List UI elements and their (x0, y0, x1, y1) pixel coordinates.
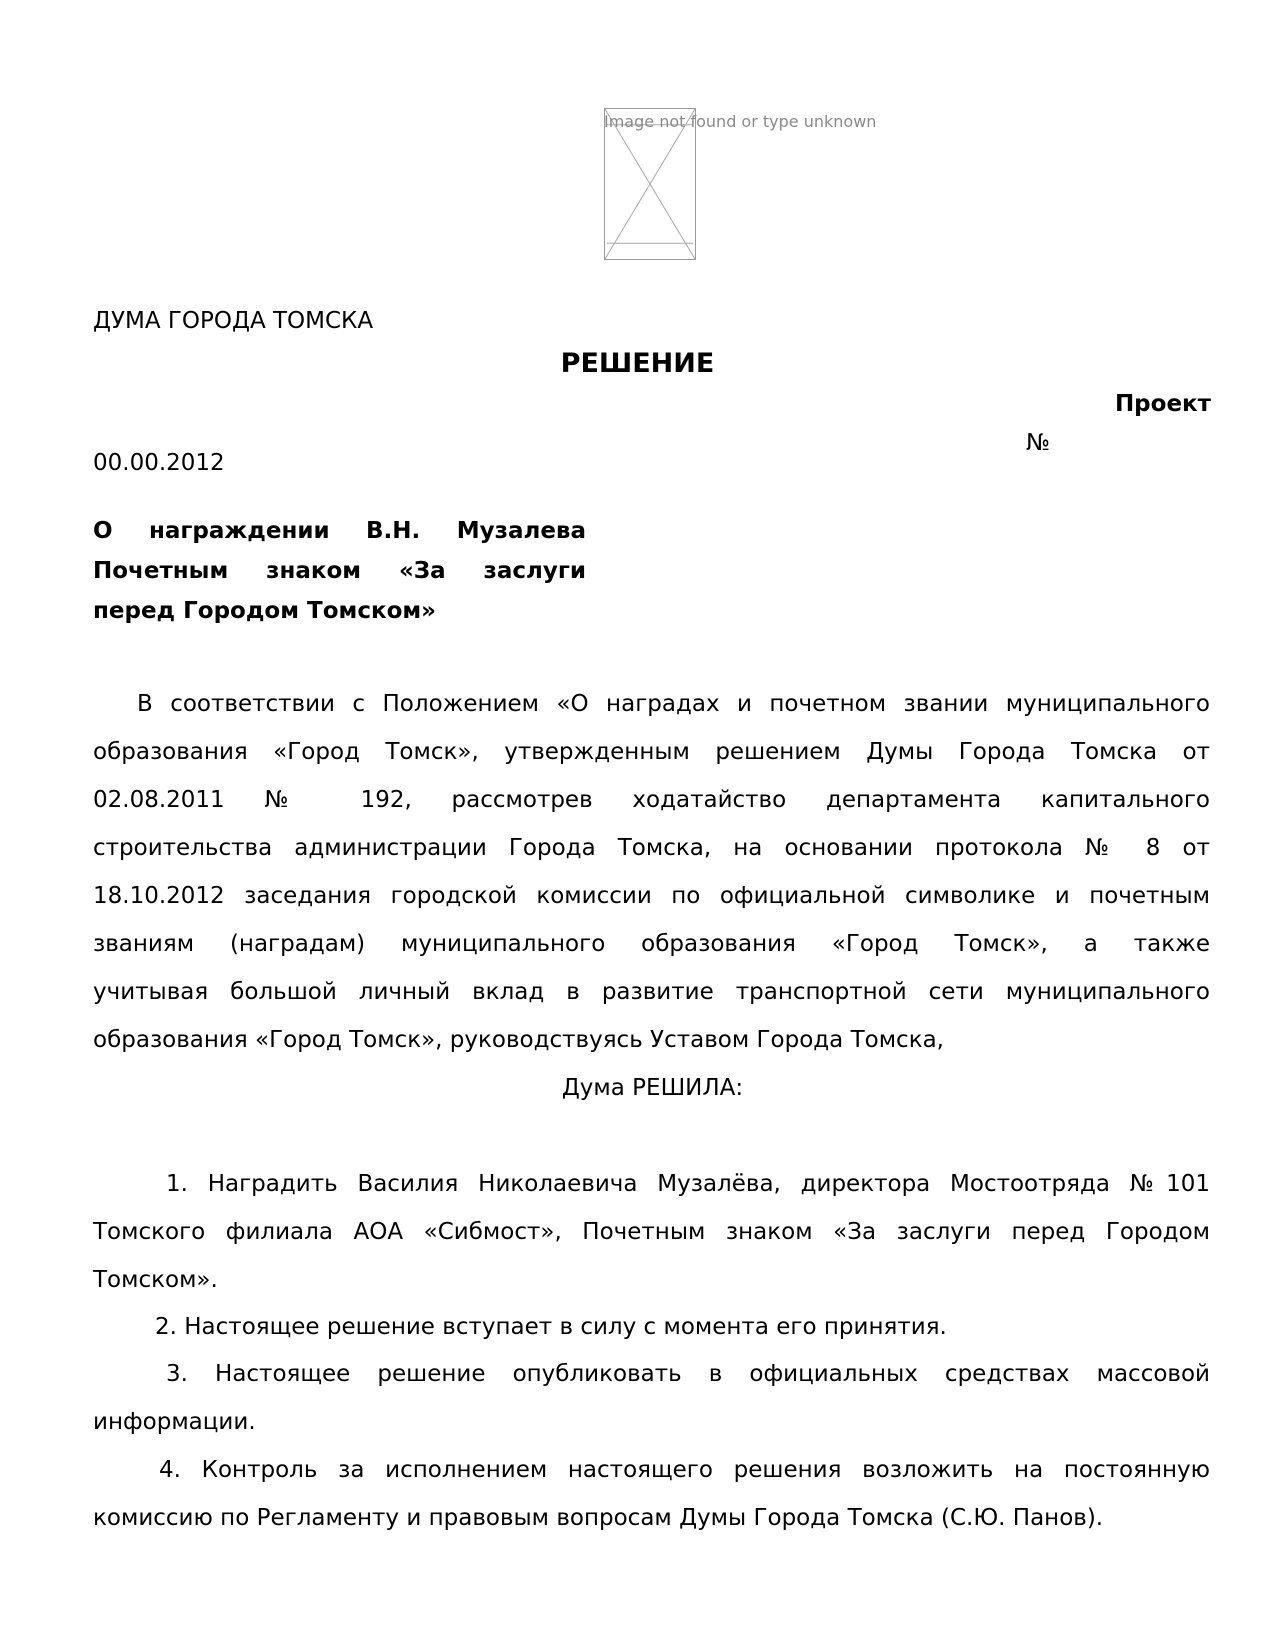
preamble-line: 18.10.2012 заседания городской комиссии по официальной символике и почетным (93, 883, 1210, 909)
document-title: РЕШЕНИЕ (560, 348, 715, 379)
image-placeholder-alt-text: Image not found or type unknown (604, 112, 877, 131)
decision-item-line: информации. (93, 1409, 256, 1435)
decision-item-4 (93, 1446, 1210, 1542)
document-number-label: № (1026, 430, 1050, 456)
preamble-line: строительства администрации Города Томска, на основании протокола № 8 от (93, 835, 1210, 861)
subject-line: О награждении В.Н. Музалева (93, 518, 586, 544)
decision-item-line: Томского филиала АОА «Сибмост», Почетным знаком «За заслуги перед Городом (93, 1219, 1210, 1245)
preamble-line: учитывая большой личный вклад в развитие транспортной сети муниципального (93, 979, 1210, 1005)
decision-item-1 (93, 1160, 1210, 1304)
preamble-line: В соответствии с Положением «О наградах и почетном звании муниципального (137, 691, 1210, 717)
decided-label: Дума РЕШИЛА: (561, 1075, 744, 1101)
preamble-line: образования «Город Томск», руководствуясь Уставом Города Томска, (93, 1027, 944, 1053)
decision-item-line: 4. Контроль за исполнением настоящего решения возложить на постоянную (159, 1457, 1210, 1483)
decision-item-line: комиссию по Регламенту и правовым вопросам Думы Города Томска (С.Ю. Панов). (93, 1505, 1104, 1531)
draft-label: Проект (1114, 391, 1211, 417)
document-subject (93, 511, 586, 631)
decision-item-2 (93, 1303, 1210, 1351)
decision-item-line: 1. Наградить Василия Николаевича Музалёва, директора Мостоотряда №101 (166, 1171, 1210, 1197)
decision-item-line: 2. Настоящее решение вступает в силу с момента его принятия. (155, 1314, 947, 1340)
decision-item-line: Томском». (93, 1267, 218, 1293)
subject-line: перед Городом Томском» (93, 598, 437, 624)
subject-line: Почетным знаком «За заслуги (93, 558, 586, 584)
preamble-line: званиям (наградам) муниципального образования «Город Томск», а также (93, 931, 1210, 957)
preamble-line: образования «Город Томск», утвержденным решением Думы Города Томска от (93, 739, 1210, 765)
document-date: 00.00.2012 (93, 450, 225, 476)
decision-item-3 (93, 1350, 1210, 1446)
decision-item-line: 3. Настоящее решение опубликовать в официальных средствах массовой (166, 1361, 1210, 1387)
preamble-line: 02.08.2011 № 192, рассмотрев ходатайство департамента капитального (93, 787, 1210, 813)
organization-name: ДУМА ГОРОДА ТОМСКА (93, 308, 374, 334)
preamble-paragraph (93, 680, 1210, 1064)
